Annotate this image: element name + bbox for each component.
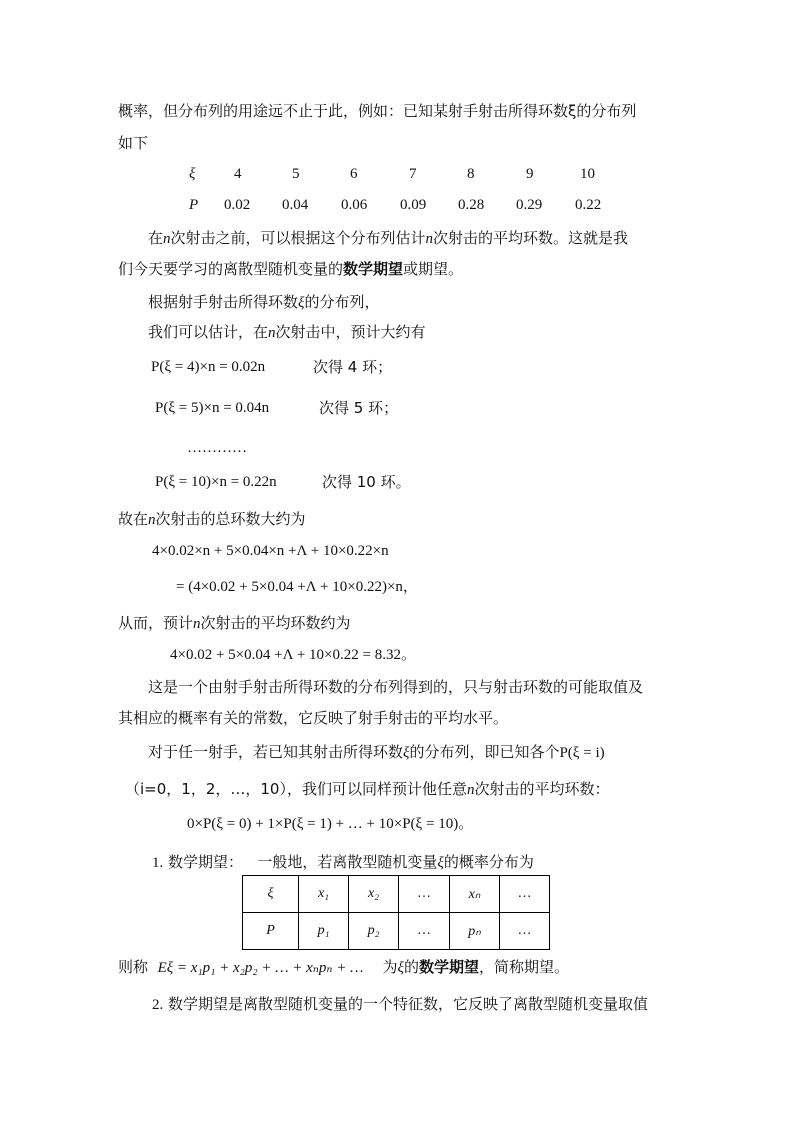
dist-prob: 0.06 — [341, 197, 368, 213]
formula: 0×P(ξ = 0) + 1×P(ξ = 1) + … + 10×P(ξ = 10)。 — [187, 816, 474, 832]
paragraph-line: 们今天要学习的离散型随机变量的数学期望或期望。 — [118, 260, 464, 278]
dist-value: 8 — [467, 166, 475, 182]
paragraph-line: 其相应的概率有关的常数，它反映了射手射击的平均水平。 — [118, 709, 509, 727]
xi-symbol: ξ — [189, 166, 196, 182]
formula: P(ξ = 5)×n = 0.04n — [155, 400, 270, 416]
formula: 4×0.02 + 5×0.04 +Λ + 10×0.22 = 8.32。 — [170, 647, 416, 663]
dist-prob: 0.22 — [575, 197, 602, 213]
table-cell: xₙ — [450, 876, 500, 913]
formula: 4×0.02×n + 5×0.04×n +Λ + 10×0.22×n — [152, 543, 389, 559]
definition-line: 2. 数学期望是离散型随机变量的一个特征数，它反映了离散型随机变量取值 — [152, 995, 649, 1013]
paragraph-line: 根据射手射击所得环数ξ的分布列， — [148, 293, 380, 311]
dist-value: 7 — [409, 166, 417, 182]
paragraph-line: 对于任一射手，若已知其射击所得环数ξ的分布列，即已知各个P(ξ = i) — [148, 743, 605, 761]
dist-value: 10 — [580, 166, 595, 182]
table-cell: … — [500, 876, 550, 913]
formula-caption: 次得 4 环； — [313, 358, 393, 376]
table-cell: P — [243, 913, 299, 950]
table-cell: … — [399, 913, 450, 950]
formula-caption: 次得 5 环； — [319, 399, 399, 417]
table-cell: x₂ — [349, 876, 399, 913]
table-cell: p₂ — [349, 913, 399, 950]
probability-table — [242, 875, 550, 950]
dist-prob: 0.02 — [224, 197, 251, 213]
dist-value: 9 — [526, 166, 534, 182]
paragraph-line: 从而，预计n次射击的平均环数约为 — [118, 614, 351, 632]
dist-prob: 0.28 — [458, 197, 485, 213]
dist-value: 4 — [234, 166, 242, 182]
dist-value: 5 — [292, 166, 300, 182]
dist-prob: 0.29 — [516, 197, 543, 213]
ellipsis-line: ………… — [187, 440, 247, 456]
table-cell: … — [500, 913, 550, 950]
table-row — [243, 913, 550, 950]
formula: P(ξ = 10)×n = 0.22n — [155, 474, 277, 490]
paragraph-line: 故在n次射击的总环数大约为 — [118, 510, 306, 528]
paragraph-line: 我们可以估计，在n次射击中，预计大约有 — [148, 323, 426, 341]
paragraph-line: 在n次射击之前，可以根据这个分布列估计n次射击的平均环数。这就是我 — [148, 229, 629, 247]
definition-line: 1. 数学期望： 一般地，若离散型随机变量ξ的概率分布为 — [152, 853, 534, 871]
table-cell: p₁ — [299, 913, 349, 950]
table-cell: pₙ — [450, 913, 500, 950]
dist-prob: 0.09 — [400, 197, 427, 213]
dist-prob: 0.04 — [282, 197, 309, 213]
distribution-prob-row — [0, 197, 794, 217]
table-cell: ξ — [243, 876, 299, 913]
table-row — [243, 876, 550, 913]
table-cell: x₁ — [299, 876, 349, 913]
paragraph-line: 如下 — [118, 134, 149, 152]
formula: P(ξ = 4)×n = 0.02n — [151, 359, 266, 375]
table-cell: … — [399, 876, 450, 913]
dist-value: 6 — [350, 166, 358, 182]
paragraph-line: 这是一个由射手射击所得环数的分布列得到的，只与射击环数的可能取值及 — [148, 678, 644, 696]
formula: = (4×0.02 + 5×0.04 +Λ + 10×0.22)×n， — [176, 579, 418, 595]
distribution-value-row — [0, 166, 794, 186]
formula-caption: 次得 10 环。 — [322, 473, 411, 491]
paragraph-line: （i=0，1，2，…，10），我们可以同样预计他任意n次射击的平均环数： — [125, 780, 610, 798]
p-symbol: P — [189, 197, 199, 213]
paragraph-line: 概率，但分布列的用途远不止于此，例如：已知某射手射击所得环数ξ的分布列 — [118, 102, 637, 120]
definition-line: 则称 Eξ = x₁p₁ + x₂p₂ + … + xₙpₙ + … 为ξ的数学期望，简称期望。 — [118, 958, 570, 976]
